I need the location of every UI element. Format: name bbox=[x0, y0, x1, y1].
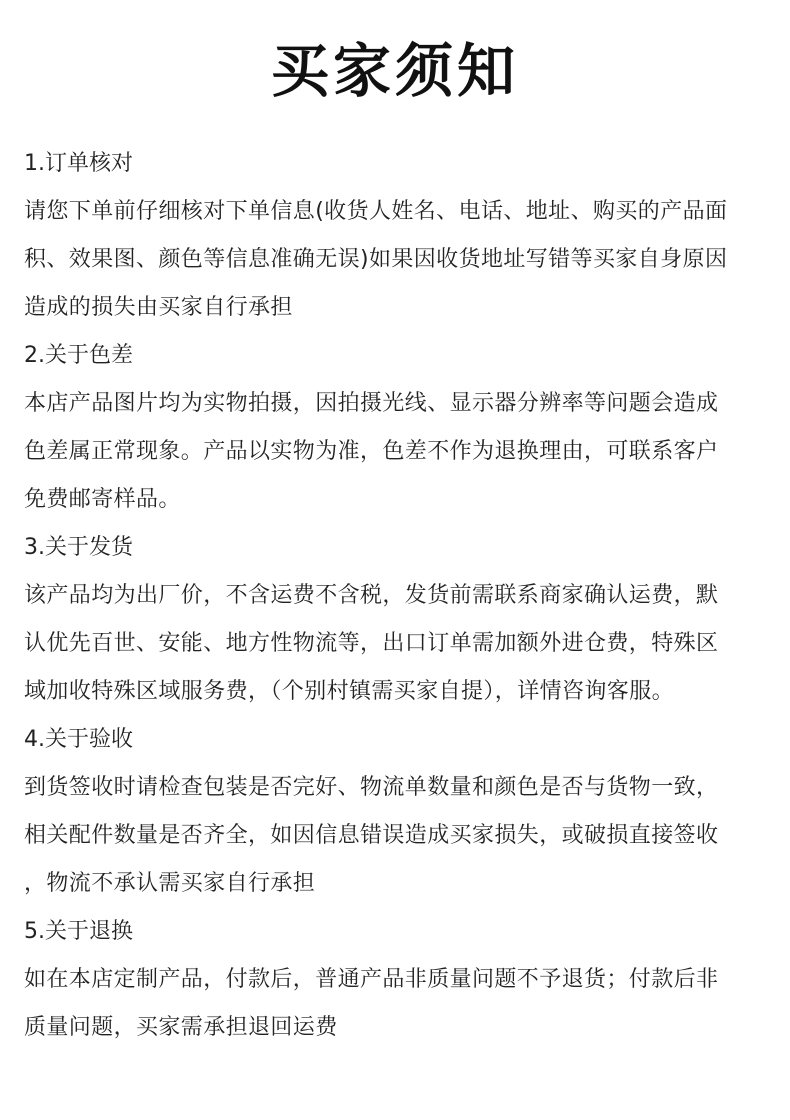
section-inspection bbox=[24, 716, 766, 908]
body-line: 积、效果图、颜色等信息准确无误)如果因收货地址写错等买家自身原因 bbox=[24, 247, 728, 272]
body-line: 造成的损失由买家自行承担 bbox=[24, 295, 293, 320]
section-returns bbox=[24, 908, 766, 1052]
body-line: 该产品均为出厂价，不含运费不含税，发货前需联系商家确认运费，默 bbox=[24, 583, 719, 608]
body-line: 如在本店定制产品，付款后，普通产品非质量问题不予退货；付款后非 bbox=[24, 967, 719, 992]
section-body bbox=[24, 956, 766, 1052]
section-body bbox=[24, 572, 766, 716]
body-line: 本店产品图片均为实物拍摄，因拍摄光线、显示器分辨率等问题会造成 bbox=[24, 391, 719, 416]
body-line: 相关配件数量是否齐全，如因信息错误造成买家损失，或破损直接签收 bbox=[24, 823, 719, 848]
section-body bbox=[24, 188, 766, 332]
section-heading: 3.关于发货 bbox=[24, 535, 133, 560]
section-color-difference bbox=[24, 332, 766, 524]
body-line: 质量问题，买家需承担退回运费 bbox=[24, 1015, 338, 1040]
body-line: 请您下单前仔细核对下单信息(收货人姓名、电话、地址、购买的产品面 bbox=[24, 199, 728, 224]
page-title: 买家须知 bbox=[270, 37, 519, 105]
notice-sections bbox=[24, 140, 766, 1052]
section-shipping bbox=[24, 524, 766, 716]
body-line: 认优先百世、安能、地方性物流等，出口订单需加额外进仓费，特殊区 bbox=[24, 631, 719, 656]
body-line: ，物流不承认需买家自行承担 bbox=[24, 871, 316, 896]
section-body bbox=[24, 380, 766, 524]
section-heading: 2.关于色差 bbox=[24, 343, 133, 368]
section-body bbox=[24, 764, 766, 908]
section-heading: 4.关于验收 bbox=[24, 727, 133, 752]
body-line: 色差属正常现象。产品以实物为准，色差不作为退换理由，可联系客户 bbox=[24, 439, 719, 464]
body-line: 到货签收时请检查包装是否完好、物流单数量和颜色是否与货物一致， bbox=[24, 775, 719, 800]
body-line: 免费邮寄样品。 bbox=[24, 487, 181, 512]
section-heading: 1.订单核对 bbox=[24, 151, 133, 176]
body-line: 域加收特殊区域服务费，（个别村镇需买家自提），详情咨询客服。 bbox=[24, 679, 675, 704]
section-order-check bbox=[24, 140, 766, 332]
section-heading: 5.关于退换 bbox=[24, 919, 133, 944]
